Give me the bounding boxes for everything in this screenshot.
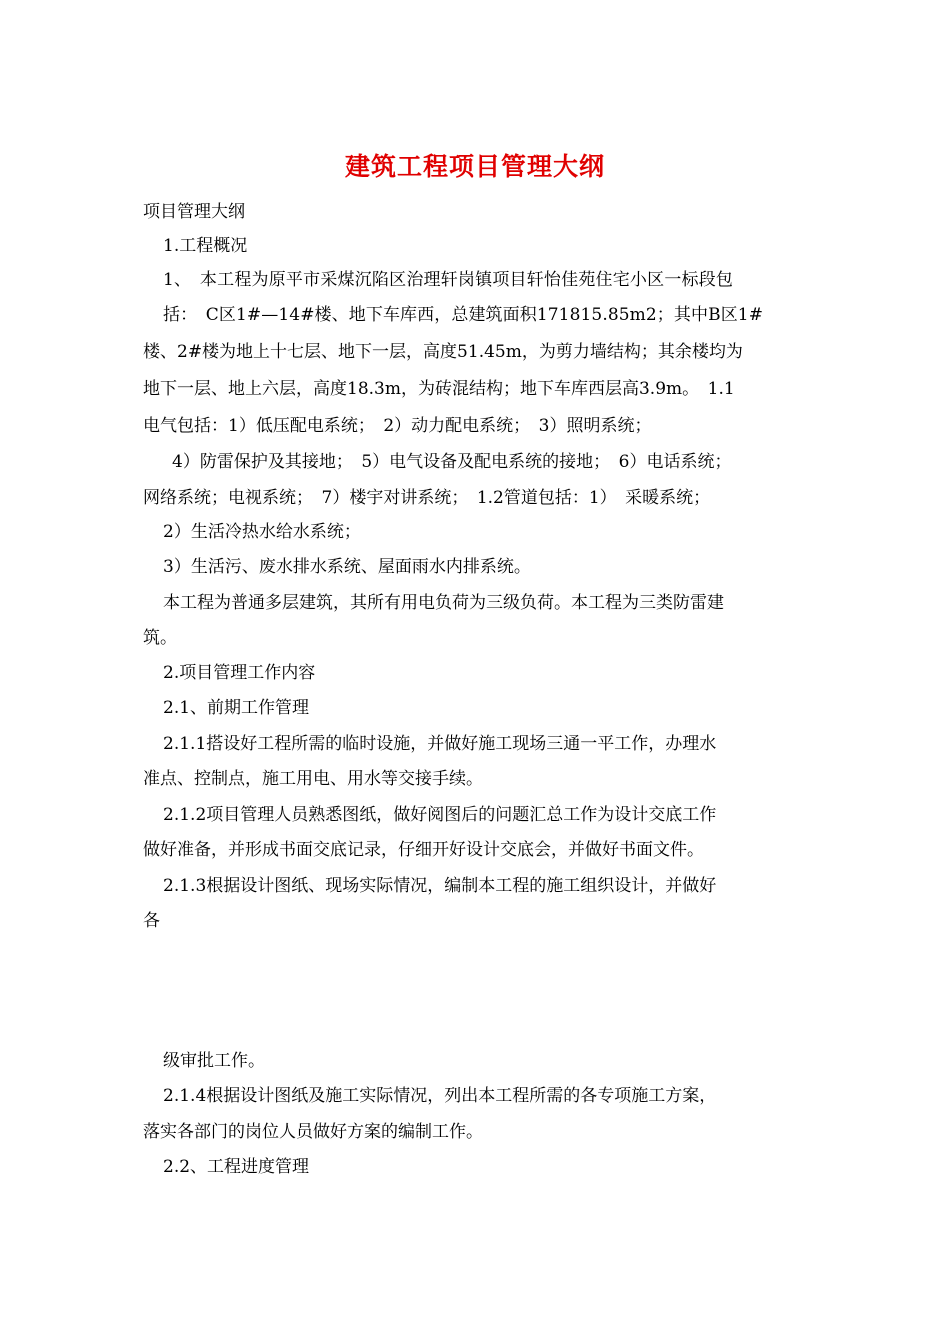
text-line: 本工程为普通多层建筑，其所有用电负荷为三级负荷。本工程为三类防雷建 <box>163 593 724 613</box>
text-line: 落实各部门的岗位人员做好方案的编制工作。 <box>143 1122 483 1142</box>
text-line: 各 <box>143 911 160 931</box>
section-heading: 1.工程概况 <box>163 236 248 256</box>
text-line: 准点、控制点，施工用电、用水等交接手续。 <box>143 769 483 789</box>
text-line: 筑。 <box>143 628 177 648</box>
subsection-heading: 2.2、工程进度管理 <box>163 1157 310 1177</box>
text-line: 2.1.1搭设好工程所需的临时设施，并做好施工现场三通一平工作，办理水 <box>163 734 717 754</box>
text-line: 地下一层、地上六层，高度18.3m，为砖混结构；地下车库西层高3.9m。 1.1 <box>143 379 735 399</box>
text-line: 做好准备，并形成书面交底记录，仔细开好设计交底会，并做好书面文件。 <box>143 840 704 860</box>
text-line: 括： C区1#—14#楼、地下车库西，总建筑面积171815.85m2；其中B区1# <box>163 305 764 325</box>
text-line: 4）防雷保护及其接地； 5）电气设备及配电系统的接地； 6）电话系统； <box>172 452 732 472</box>
section-heading: 2.项目管理工作内容 <box>163 663 316 683</box>
text-line: 2.1.4根据设计图纸及施工实际情况，列出本工程所需的各专项施工方案， <box>163 1086 717 1106</box>
text-line: 2）生活冷热水给水系统； <box>163 522 361 542</box>
text-line: 网络系统；电视系统； 7）楼宇对讲系统； 1.2管道包括：1） 采暖系统； <box>143 488 711 508</box>
text-line: 楼、2#楼为地上十七层、地下一层，高度51.45m，为剪力墙结构；其余楼均为 <box>143 342 743 362</box>
text-line: 2.1.3根据设计图纸、现场实际情况，编制本工程的施工组织设计，并做好 <box>163 876 717 896</box>
subsection-heading: 2.1、前期工作管理 <box>163 698 310 718</box>
text-line: 1、 本工程为原平市采煤沉陷区治理轩岗镇项目轩怡佳苑住宅小区一标段包 <box>163 270 734 290</box>
text-line: 项目管理大纲 <box>143 202 245 222</box>
text-line: 电气包括：1）低压配电系统； 2）动力配电系统； 3）照明系统； <box>143 416 652 436</box>
text-line: 3）生活污、废水排水系统、屋面雨水内排系统。 <box>163 557 531 577</box>
document-title: 建筑工程项目管理大纲 <box>344 152 605 181</box>
text-line: 级审批工作。 <box>163 1051 265 1071</box>
text-line: 2.1.2项目管理人员熟悉图纸，做好阅图后的问题汇总工作为设计交底工作 <box>163 805 717 825</box>
